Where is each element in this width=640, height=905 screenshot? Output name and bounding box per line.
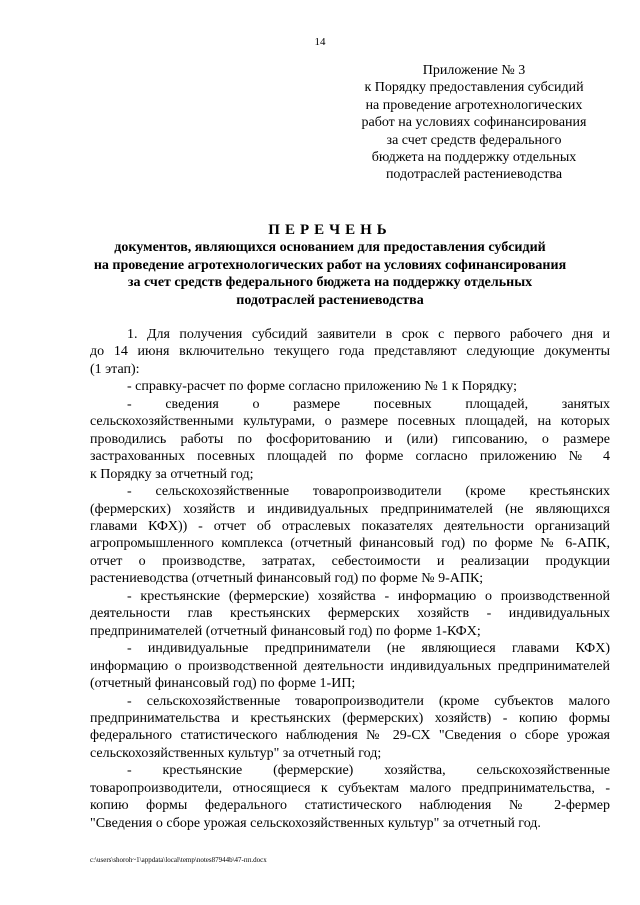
page-number: 14 [314,36,326,48]
document-title [60,221,600,309]
title-subtitle-line: за счет средств федерального бюджета на поддержку отдельных [127,275,533,291]
body-line: (1 этап): [90,361,140,377]
body-line: 1. Для получения субсидий заявители в срок с первого рабочего дня и [127,327,610,342]
body-line: отчет о производстве, затратах, себестоимости и реализации продукции [90,553,610,569]
body-line: товаропроизводители, относящиеся к субъектам малого предпринимательства, - [90,780,610,796]
body-line: - сведения о размере посевных площадей, занятых [127,396,610,412]
body-line: федерального статистического наблюдения № 29-СХ "Сведения о сборе урожая [90,728,610,744]
title-word: ПЕРЕЧЕНЬ [268,222,392,238]
body-line: (фермерских) хозяйств и индивидуальных предпринимателей (не являющихся [90,501,610,517]
appendix-line: за счет средств федерального [386,132,562,148]
appendix-header [338,62,610,184]
body-line: растениеводства (отчетный финансовый год) по форме № 9-АПК; [90,571,484,587]
body-line: застрахованных посевных площадей по форме согласно приложению № 4 [90,449,610,465]
body-text [90,326,610,832]
body-line: предпринимательства и крестьянских (фермерских) хозяйств) - копию формы [90,710,610,726]
body-line: - индивидуальные предприниматели (не являющиеся главами КФХ) [127,641,610,657]
body-line: проводились работы по фосфоритованию и (или) гипсованию, о размере [90,431,610,447]
title-subtitle-line: на проведение агротехнологических работ на условиях софинансирования [93,257,567,273]
body-line: сельскохозяйственных культур" за отчетный год; [90,745,382,761]
body-line: главами КФХ)) - отчет об отраслевых показателях деятельности организаций [90,518,610,534]
body-line: - крестьянские (фермерские) хозяйства, сельскохозяйственные [127,763,610,779]
body-line: - крестьянские (фермерские) хозяйства - информацию о производственной [127,588,610,604]
file-path-footer: c:\users\shoroh~1\appdata\local\temp\notes87944b\47-пп.docx [90,856,267,864]
appendix-line: Приложение № 3 [422,63,526,78]
appendix-line: бюджета на поддержку отдельных [371,150,577,166]
title-subtitle-line: подотраслей растениеводства [236,292,424,308]
body-line: - сельскохозяйственные товаропроизводители (кроме субъектов малого [127,693,610,709]
body-line: сельскохозяйственными культурами, о размере посевных площадей, на которых [90,414,610,430]
body-line: предпринимателей (отчетный финансовый год) по форме 1-КФХ; [90,623,481,639]
body-line: деятельности глав крестьянских фермерских хозяйств - индивидуальных [90,606,610,622]
body-line: агропромышленного комплекса (отчетный финансовый год) по форме № 6-АПК, [90,536,610,552]
appendix-line: к Порядку предоставления субсидий [364,80,584,96]
title-subtitle-line: документов, являющихся основанием для предоставления субсидий [114,240,546,255]
body-line: к Порядку за отчетный год; [90,466,254,482]
body-line: - сельскохозяйственные товаропроизводители (кроме крестьянских [127,484,610,500]
body-line: информацию о производственной деятельности индивидуальных предпринимателей [90,658,610,674]
appendix-line: на проведение агротехнологических [365,97,583,113]
body-line: копию формы федерального статистического наблюдения № 2-фермер [90,798,610,814]
body-line: до 14 июня включительно текущего года представляют следующие документы [90,344,610,360]
body-line: "Сведения о сборе урожая сельскохозяйственных культур" за отчетный год. [90,815,541,831]
body-line: - справку-расчет по форме согласно приложению № 1 к Порядку; [127,379,517,395]
appendix-line: работ на условиях софинансирования [361,115,587,131]
appendix-line: подотраслей растениеводства [385,167,563,183]
body-line: (отчетный финансовый год) по форме 1-ИП; [90,676,356,692]
